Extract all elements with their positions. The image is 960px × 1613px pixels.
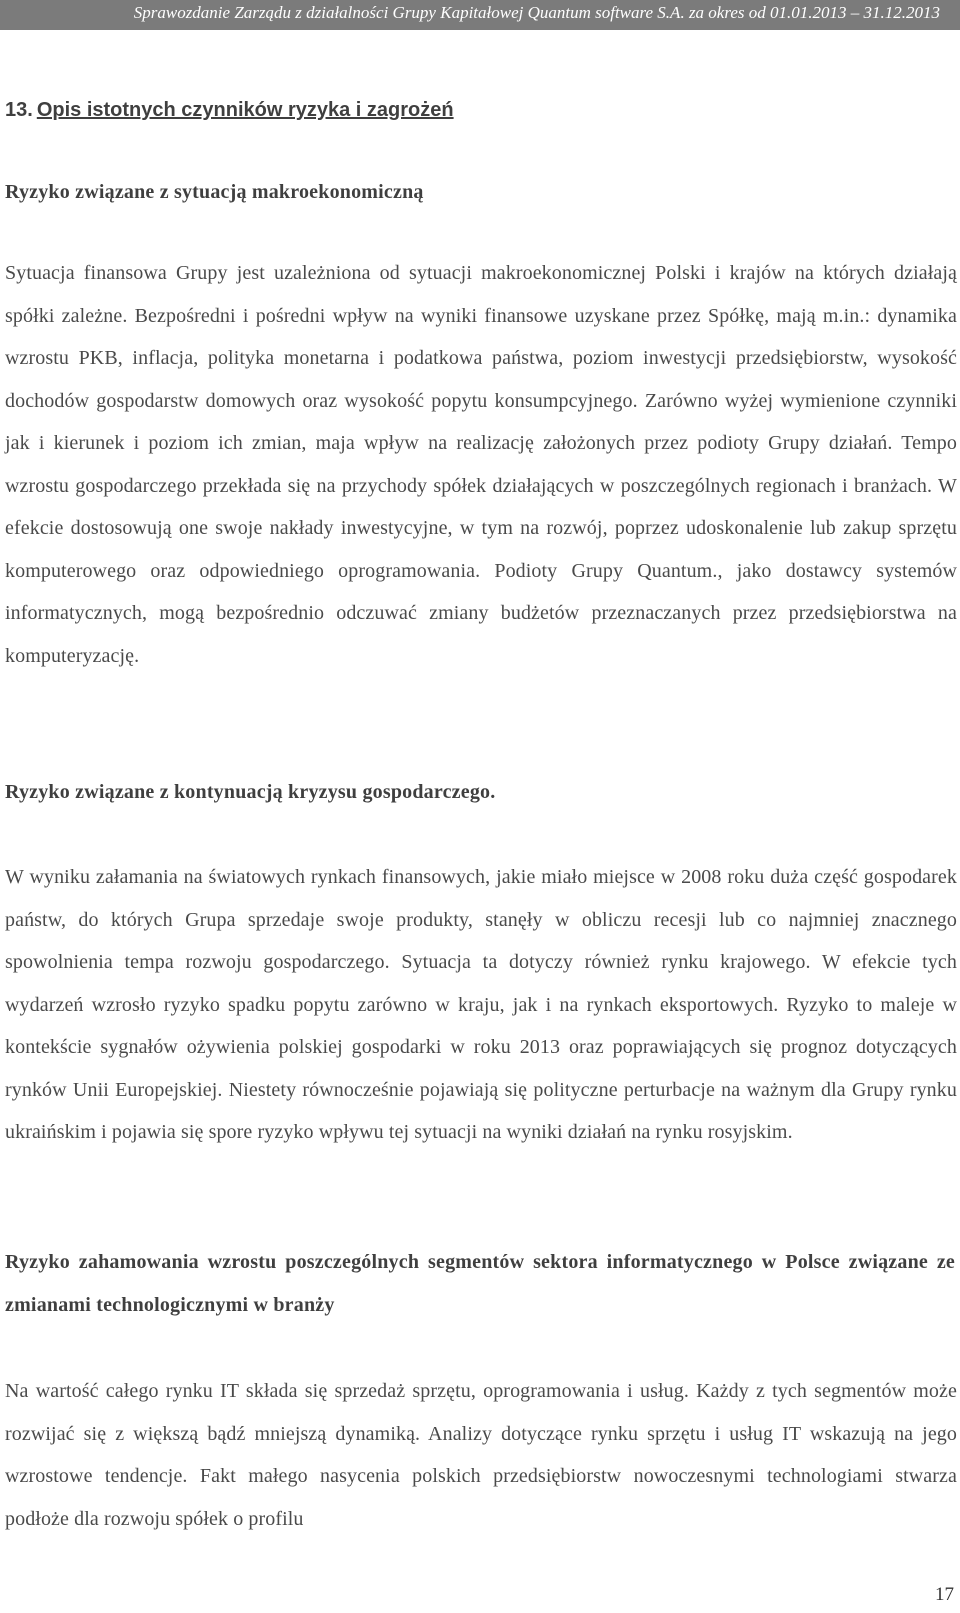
macro-risk-paragraph: Sytuacja finansowa Grupy jest uzależniona od sytuacji makroekonomicznej Polski i krajów na których działają spółki zależne. Bezpośredni i pośredni wpływ na wyniki finansowe uzyskane przez Spółkę, mają m.in.: dynamika wzrostu PKB, inflacja, polityka monetarna i podatkowa państwa, poziom inwestycji przedsiębiorstw, wysokość dochodów gospodarstw domowych oraz wysokość popytu konsumpcyjnego. Zarówno wyżej wymienione czynniki jak i kierunek i poziom ich zmian, maja wpływ na realizację założonych przez podioty Grupy działań. Tempo wzrostu gospodarczego przekłada się na przychody spółek działających w poszczególnych regionach i branżach. W efekcie dostosowują one swoje nakłady inwestycyjne, w tym na rozwój, poprzez udoskonalenie lub zakup sprzętu komputerowego oraz odpowiedniego oprogramowania. Podioty Grupy Quantum., jako dostawcy systemów informatycznych, mogą bezpośrednio odczuwać zmiany budżetów przeznaczanych przez przedsiębiorstwa na komputeryzację. bbox=[5, 262, 957, 667]
crisis-risk-heading: Ryzyko związane z kontynuacją kryzysu gospodarczego. bbox=[5, 781, 496, 803]
it-sector-risk-heading: Ryzyko zahamowania wzrostu poszczególnych segmentów sektora informatycznego w Polsce związane ze zmianami technologicznymi w branży bbox=[5, 1251, 955, 1316]
section-title bbox=[5, 99, 454, 122]
section-title-text: Opis istotnych czynników ryzyka i zagrożeń bbox=[36, 99, 454, 121]
header-text: Sprawozdanie Zarządu z działalności Grupy Kapitałowej Quantum software S.A. za okres od 01.01.2013 – 31.12.2013 bbox=[133, 3, 940, 22]
macro-risk-heading: Ryzyko związane z sytuacją makroekonomiczną bbox=[5, 181, 424, 203]
it-sector-risk-paragraph: Na wartość całego rynku IT składa się sprzedaż sprzętu, oprogramowania i usług. Każdy z tych segmentów może rozwijać się z większą bądź mniejszą dynamiką. Analizy dotyczące rynku sprzętu i usług IT wskazują na jego wzrostowe tendencje. Fakt małego nasycenia polskich przedsiębiorstw nowoczesnymi technologiami stwarza podłoże dla rozwoju spółek o profilu bbox=[5, 1380, 957, 1530]
page-header bbox=[0, 0, 960, 30]
crisis-risk-paragraph: W wyniku załamania na światowych rynkach finansowych, jakie miało miejsce w 2008 roku duża część gospodarek państw, do których Grupa sprzedaje swoje produkty, stanęły w obliczu recesji lub co najmniej znacznego spowolnienia tempa rozwoju gospodarczego. Sytuacja ta dotyczy również rynku krajowego. W efekcie tych wydarzeń wzrosło ryzyko spadku popytu zarówno w kraju, jak i na rynkach eksportowych. Ryzyko to maleje w kontekście sygnałów ożywienia polskiej gospodarki w roku 2013 oraz poprawiających się prognoz dotyczących rynków Unii Europejskiej. Niestety równocześnie pojawiają się polityczne perturbacje na ważnym dla Grupy rynku ukraińskim i pojawia się spore ryzyko wpływu tej sytuacji na wyniki działań na rynku rosyjskim. bbox=[5, 866, 957, 1143]
section-number: 13. bbox=[5, 99, 33, 121]
page-number: 17 bbox=[935, 1584, 954, 1605]
